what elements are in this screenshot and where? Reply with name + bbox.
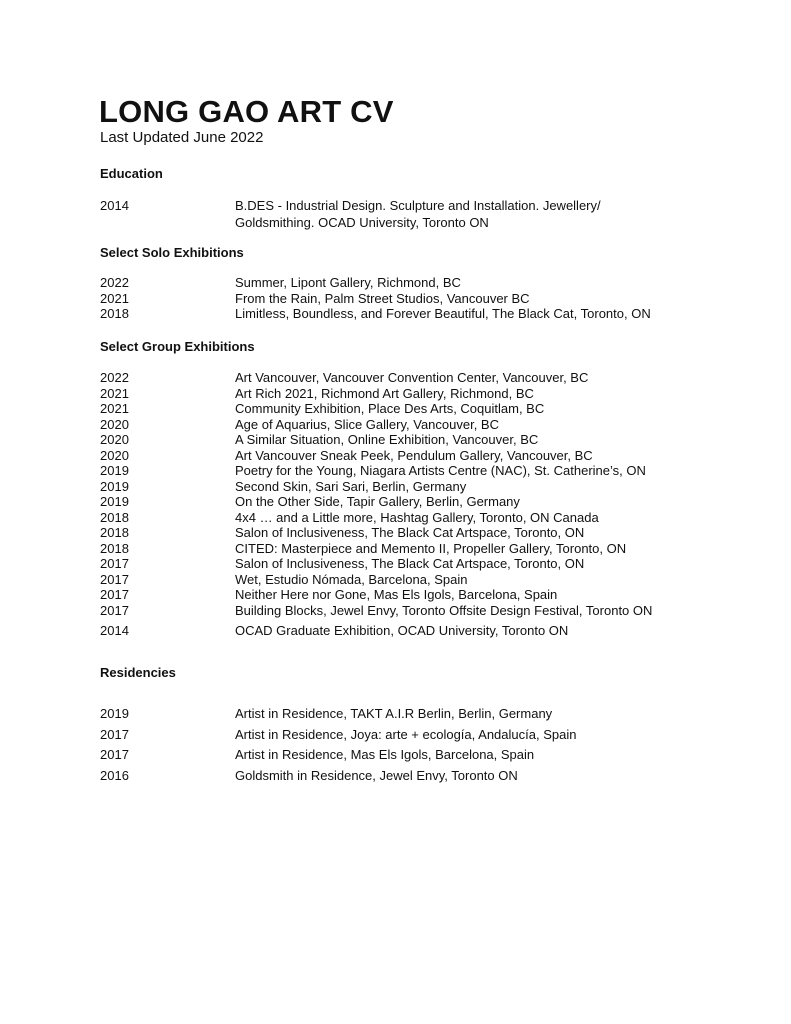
entry-description: Building Blocks, Jewel Envy, Toronto Offsite Design Festival, Toronto ON xyxy=(235,602,653,618)
entry-description: Art Rich 2021, Richmond Art Gallery, Richmond, BC xyxy=(235,385,534,401)
list-item xyxy=(100,370,700,386)
entry-description: Art Vancouver, Vancouver Convention Center, Vancouver, BC xyxy=(235,370,589,385)
list-item xyxy=(100,494,700,510)
entry-year: 2020 xyxy=(100,416,129,432)
entry-year: 2014 xyxy=(100,623,129,638)
entry-year: 2017 xyxy=(100,602,129,618)
residencies-list xyxy=(100,706,700,788)
last-updated: Last Updated June 2022 xyxy=(100,129,264,146)
entry-year: 2017 xyxy=(100,556,129,571)
list-item xyxy=(100,463,700,479)
entry-description: Summer, Lipont Gallery, Richmond, BC xyxy=(235,275,461,290)
entry-year: 2018 xyxy=(100,306,129,321)
entry-year: 2020 xyxy=(100,432,129,447)
list-item xyxy=(100,448,700,464)
list-item xyxy=(100,727,700,748)
list-item xyxy=(100,401,700,417)
list-item xyxy=(100,603,700,619)
entry-description: Salon of Inclusiveness, The Black Cat Artspace, Toronto, ON xyxy=(235,556,585,571)
list-item xyxy=(100,556,700,572)
entry-description: Artist in Residence, Joya: arte + ecología, Andalucía, Spain xyxy=(235,726,577,742)
entry-description: Goldsmith in Residence, Jewel Envy, Toronto ON xyxy=(235,767,518,783)
entry-year: 2019 xyxy=(100,494,129,509)
entry-year: 2018 xyxy=(100,540,129,556)
list-item xyxy=(100,623,700,639)
list-item xyxy=(100,291,700,307)
entry-description: Neither Here nor Gone, Mas Els Igols, Barcelona, Spain xyxy=(235,587,558,602)
entry-description: Artist in Residence, Mas Els Igols, Barcelona, Spain xyxy=(235,747,535,762)
entry-year: 2017 xyxy=(100,587,129,602)
entry-description: Wet, Estudio Nómada, Barcelona, Spain xyxy=(235,571,468,587)
list-item xyxy=(100,386,700,402)
education-heading: Education xyxy=(100,166,163,181)
entry-year: 2019 xyxy=(100,463,129,478)
list-item xyxy=(100,275,700,291)
entry-description: 4x4 … and a Little more, Hashtag Gallery, Toronto, ON Canada xyxy=(235,509,599,525)
list-item xyxy=(100,306,700,322)
entry-year: 2014 xyxy=(100,198,129,213)
entry-year: 2017 xyxy=(100,726,129,742)
entry-description: B.DES - Industrial Design. Sculpture and Installation. Jewellery/ xyxy=(235,198,601,213)
entry-description: CITED: Masterpiece and Memento II, Propeller Gallery, Toronto, ON xyxy=(235,540,627,556)
list-item xyxy=(100,432,700,448)
entry-description: A Similar Situation, Online Exhibition, Vancouver, BC xyxy=(235,432,539,447)
list-item xyxy=(100,525,700,541)
group-exhibitions-list xyxy=(100,370,700,639)
entry-year: 2018 xyxy=(100,509,129,525)
entry-year: 2020 xyxy=(100,447,129,463)
solo-exhibitions-list xyxy=(100,275,700,322)
solo-exhibitions-heading: Select Solo Exhibitions xyxy=(100,245,244,260)
list-item xyxy=(100,197,700,214)
entry-year: 2018 xyxy=(100,525,129,540)
group-exhibitions-heading: Select Group Exhibitions xyxy=(100,339,255,354)
entry-year: 2021 xyxy=(100,385,129,401)
list-item xyxy=(100,417,700,433)
page-title: LONG GAO ART CV xyxy=(99,94,394,129)
list-item xyxy=(100,541,700,557)
list-item xyxy=(100,479,700,495)
entry-description: Salon of Inclusiveness, The Black Cat Artspace, Toronto, ON xyxy=(235,525,585,540)
entry-year: 2021 xyxy=(100,290,129,306)
entry-description: Community Exhibition, Place Des Arts, Coquitlam, BC xyxy=(235,401,545,416)
entry-year: 2017 xyxy=(100,571,129,587)
entry-description: OCAD Graduate Exhibition, OCAD University, Toronto ON xyxy=(235,623,569,638)
entry-year: 2022 xyxy=(100,370,129,385)
list-item xyxy=(100,572,700,588)
residencies-heading: Residencies xyxy=(100,665,176,680)
entry-year: 2021 xyxy=(100,401,129,416)
entry-description: Goldsmithing. OCAD University, Toronto ON xyxy=(235,215,489,230)
entry-description: Poetry for the Young, Niagara Artists Centre (NAC), St. Catherine’s, ON xyxy=(235,463,646,478)
list-item xyxy=(100,768,700,789)
entry-description: Art Vancouver Sneak Peek, Pendulum Gallery, Vancouver, BC xyxy=(235,447,593,463)
list-item xyxy=(100,214,700,231)
entry-description: Limitless, Boundless, and Forever Beautiful, The Black Cat, Toronto, ON xyxy=(235,306,651,321)
list-item xyxy=(100,706,700,727)
entry-year: 2022 xyxy=(100,275,129,290)
list-item xyxy=(100,510,700,526)
entry-year: 2016 xyxy=(100,767,129,783)
list-item xyxy=(100,747,700,768)
entry-year: 2019 xyxy=(100,706,129,721)
entry-description: On the Other Side, Tapir Gallery, Berlin, Germany xyxy=(235,494,520,509)
entry-description: Second Skin, Sari Sari, Berlin, Germany xyxy=(235,478,467,494)
entry-description: From the Rain, Palm Street Studios, Vancouver BC xyxy=(235,290,530,306)
entry-year: 2017 xyxy=(100,747,129,762)
entry-description: Artist in Residence, TAKT A.I.R Berlin, Berlin, Germany xyxy=(235,706,553,721)
entry-description: Age of Aquarius, Slice Gallery, Vancouver, BC xyxy=(235,416,499,432)
education-list xyxy=(100,197,700,231)
list-item xyxy=(100,587,700,603)
entry-year: 2019 xyxy=(100,478,129,494)
